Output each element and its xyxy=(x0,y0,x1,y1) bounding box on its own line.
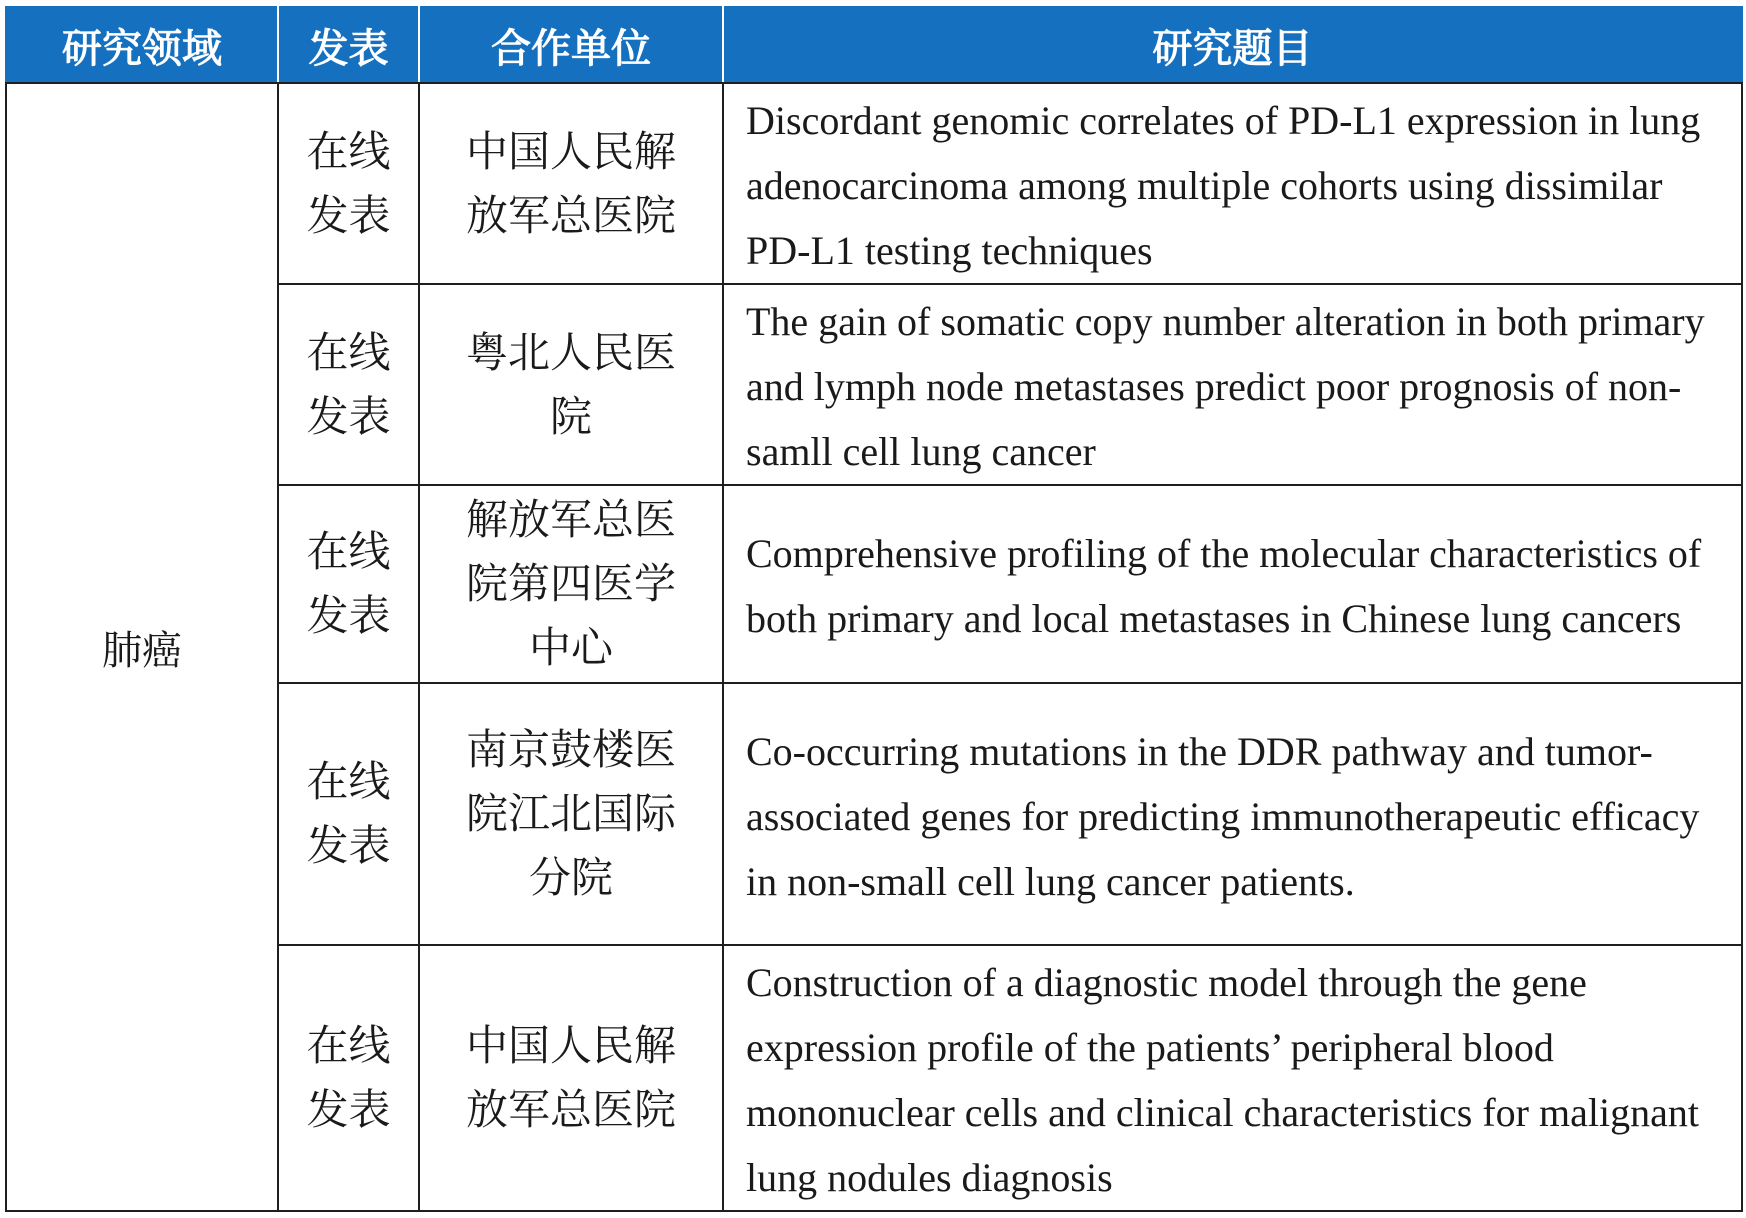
research-table xyxy=(5,6,1743,1212)
partner-name: 中国人民解放军总医院 xyxy=(465,1021,676,1134)
header-partner: 合作单位 xyxy=(419,7,723,83)
table-row xyxy=(6,83,1742,284)
partner-cell xyxy=(419,683,723,945)
publication-cell xyxy=(278,683,419,945)
research-area-text: 肺癌 xyxy=(102,627,182,674)
publication-cell xyxy=(278,945,419,1211)
publication-cell xyxy=(278,284,419,485)
publication-status: 在线发表 xyxy=(306,527,391,640)
publication-status: 在线发表 xyxy=(306,126,391,240)
partner-cell xyxy=(419,83,723,284)
partner-name: 粤北人民医院 xyxy=(465,327,676,441)
table-body xyxy=(6,83,1742,1211)
header-publication: 发表 xyxy=(278,7,419,83)
publication-status: 在线发表 xyxy=(306,757,391,870)
partner-cell xyxy=(419,284,723,485)
header-research-title: 研究题目 xyxy=(723,7,1742,83)
publication-cell xyxy=(278,83,419,284)
research-area-cell xyxy=(6,83,278,1211)
research-title-cell: Comprehensive profiling of the molecular characteristics of both primary and local metastases in Chinese lung cancers xyxy=(723,485,1742,683)
partner-cell xyxy=(419,485,723,683)
research-title-cell: Construction of a diagnostic model through the gene expression profile of the patients’ peripheral blood mononuclear cells and clinical characteristics for malignant lung nodules diagnosis xyxy=(723,945,1742,1211)
research-table-container xyxy=(5,6,1741,1212)
table-header xyxy=(6,7,1742,83)
research-title-cell: The gain of somatic copy number alteration in both primary and lymph node metastases predict poor prognosis of non-samll cell lung cancer xyxy=(723,284,1742,485)
partner-name: 中国人民解放军总医院 xyxy=(465,126,676,240)
research-title-cell: Co-occurring mutations in the DDR pathway and tumor-associated genes for predicting immunotherapeutic efficacy in non-small cell lung cancer patients. xyxy=(723,683,1742,945)
header-research-area: 研究领域 xyxy=(6,7,278,83)
partner-name: 南京鼓楼医院江北国际分院 xyxy=(465,725,676,902)
publication-cell xyxy=(278,485,419,683)
publication-status: 在线发表 xyxy=(306,1021,391,1134)
publication-status: 在线发表 xyxy=(306,327,391,441)
research-title-cell: Discordant genomic correlates of PD-L1 expression in lung adenocarcinoma among multiple cohorts using dissimilar PD-L1 testing techniques xyxy=(723,83,1742,284)
partner-cell xyxy=(419,945,723,1211)
header-row xyxy=(6,7,1742,83)
partner-name: 解放军总医院第四医学中心 xyxy=(465,495,676,672)
